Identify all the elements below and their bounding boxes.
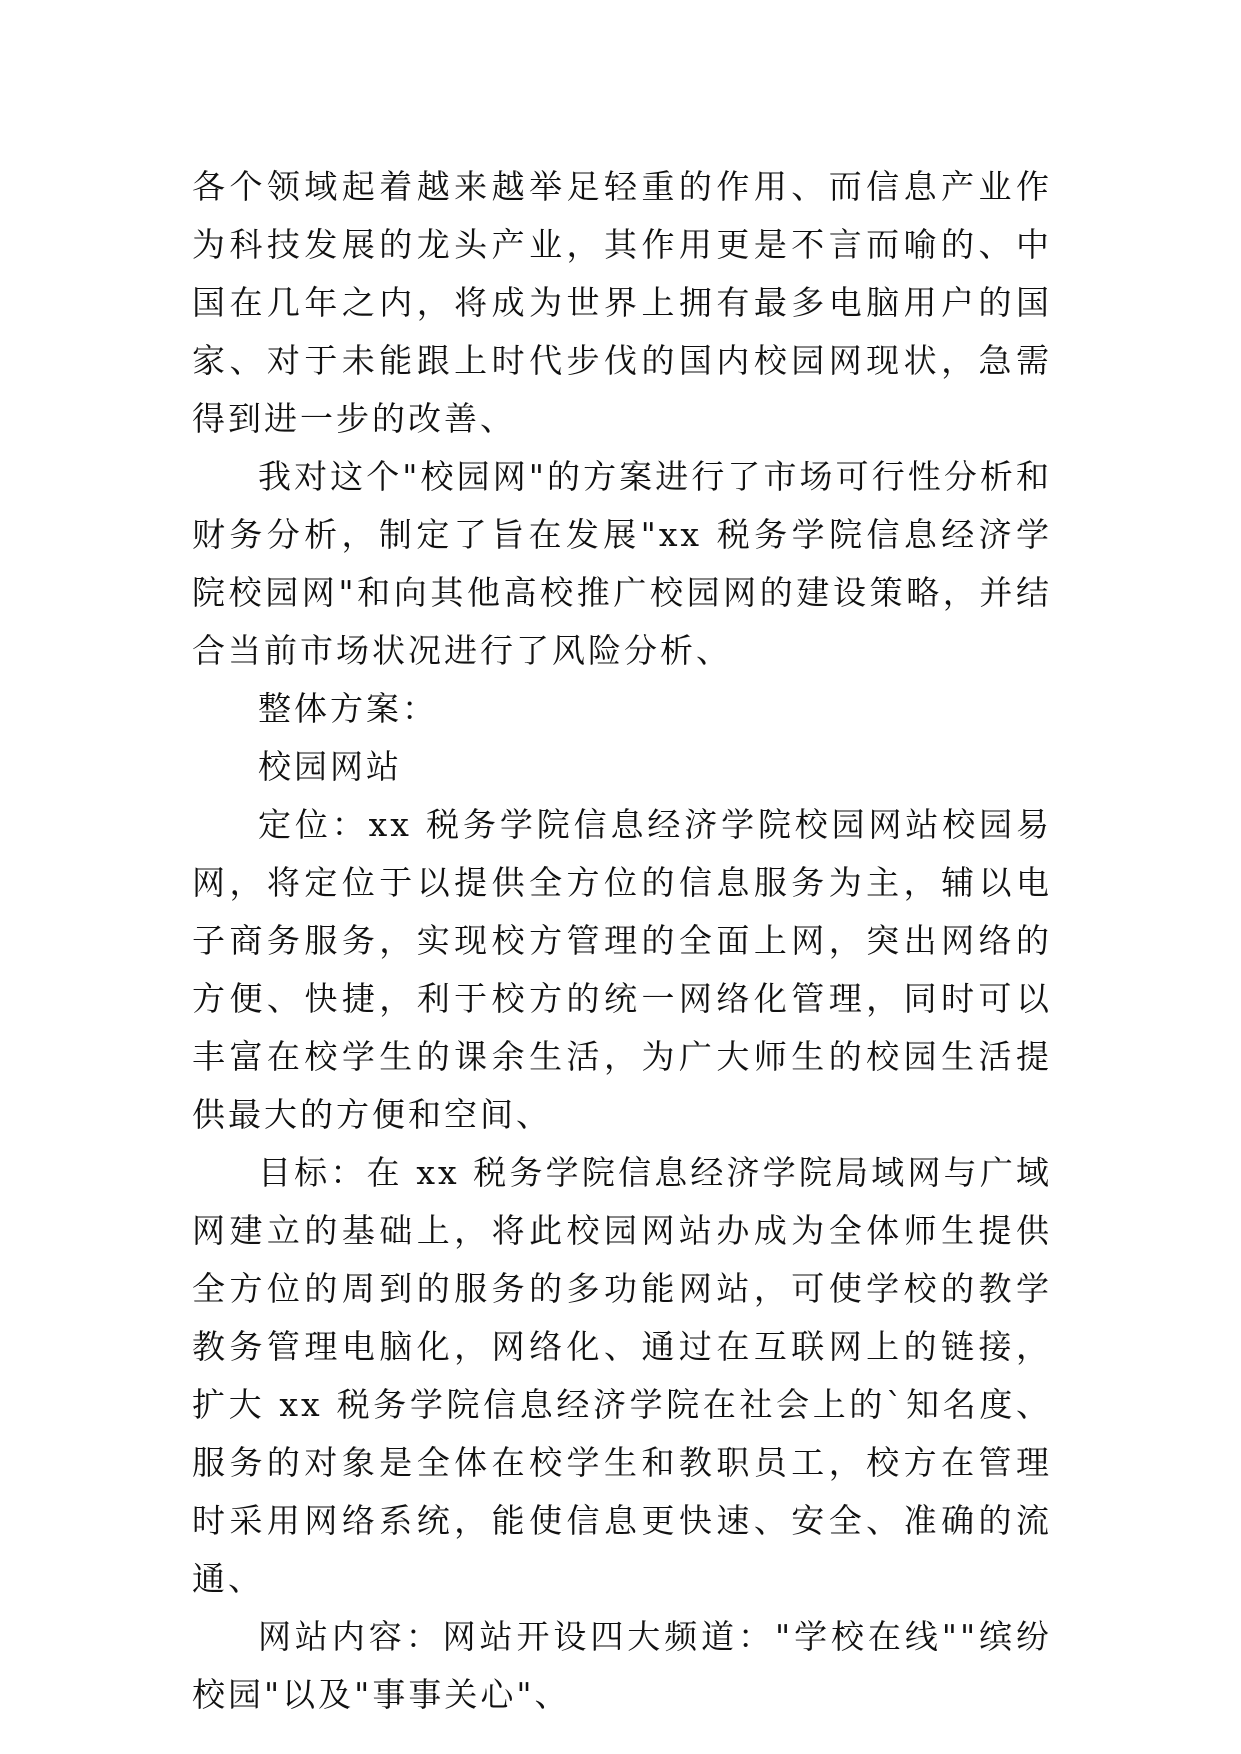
paragraph-positioning: 定位：xx 税务学院信息经济学院校园网站校园易网，将定位于以提供全方位的信息服务为主，辅以电子商务服务，实现校方管理的全面上网，突出网络的方便、快捷，利于校方的统一网络化管理，同时可以丰富在校学生的课余生活，为广大师生的校园生活提供最大的方便和空间、 (192, 805, 1052, 1134)
paragraph-analysis: 我对这个"校园网"的方案进行了市场可行性分析和财务分析，制定了旨在发展"xx 税务学院信息经济学院校园网"和向其他高校推广校园网的建设策略，并结合当前市场状况进行了风险分析、 (192, 457, 1052, 670)
section-heading-campus-website: 校园网站 (258, 747, 402, 786)
paragraph-goal: 目标：在 xx 税务学院信息经济学院局域网与广域网建立的基础上，将此校园网站办成为全体师生提供全方位的周到的服务的多功能网站，可使学校的教学教务管理电脑化，网络化、通过在互联网上的链接，扩大 xx 税务学院信息经济学院在社会上的`知名度、服务的对象是全体在校学生和教职员工，校方在管理时采用网络系统，能使信息更快速、安全、准确的流通、 (192, 1153, 1052, 1598)
paragraph-website-content: 网站内容：网站开设四大频道："学校在线""缤纷校园"以及"事事关心"、 (192, 1617, 1052, 1714)
paragraph-intro-continued: 各个领域起着越来越举足轻重的作用、而信息产业作为科技发展的龙头产业，其作用更是不言而喻的、中国在几年之内，将成为世界上拥有最多电脑用户的国家、对于未能跟上时代步伐的国内校园网现状，急需得到进一步的改善、 (192, 167, 1052, 438)
document-body (192, 158, 1052, 1724)
section-heading-overall-plan: 整体方案： (258, 689, 438, 728)
